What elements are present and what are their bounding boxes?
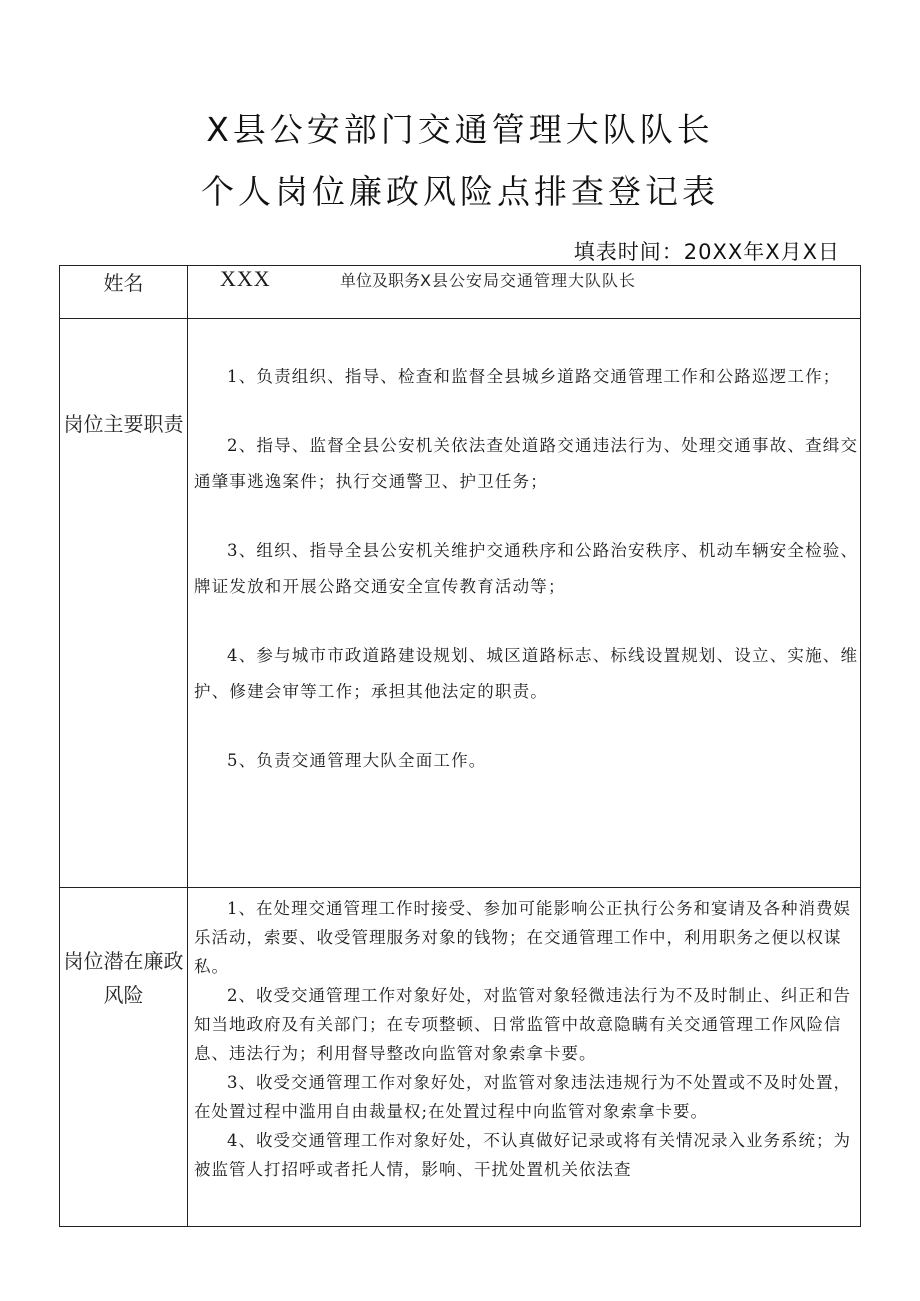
- name-value: XXX: [220, 266, 271, 291]
- name-row: [60, 266, 861, 319]
- duties-label-cell: [60, 319, 188, 888]
- risks-label: 岗位潜在廉政风险: [63, 949, 184, 1007]
- fill-date: 填表时间：20XX年X月X日: [573, 240, 840, 264]
- name-value-cell: [188, 266, 861, 319]
- risk-item: 1、在处理交通管理工作时接受、参加可能影响公正执行公务和宴请及各种消费娱乐活动，索要、收受管理服务对象的钱物；在交通管理工作中，利用职务之便以权谋私。: [194, 899, 851, 976]
- duties-list: [188, 319, 860, 779]
- unit-value: X县公安局交通管理大队队长: [420, 271, 636, 290]
- risks-list: [188, 888, 860, 1184]
- duty-item: 1、负责组织、指导、检查和监督全县城乡道路交通管理工作和公路巡逻工作；: [227, 367, 841, 386]
- risks-row: [60, 888, 861, 1227]
- risk-item: 2、收受交通管理工作对象好处，对监管对象轻微违法行为不及时制止、纠正和告知当地政府及有关部门；在专项整顿、日常监管中故意隐瞒有关交通管理工作风险信息、违法行为；利用督导整改向监管对象索拿卡要。: [194, 986, 851, 1063]
- name-label: 姓名: [103, 271, 144, 295]
- name-label-cell: [60, 266, 188, 319]
- document-title-line1: X县公安部门交通管理大队队长: [206, 110, 714, 149]
- risks-label-cell: [60, 888, 188, 1227]
- unit-label: 单位及职务: [340, 271, 421, 290]
- duties-row: [60, 319, 861, 888]
- duty-item: 4、参与城市市政道路建设规划、城区道路标志、标线设置规划、设立、实施、维护、修建会审等工作；承担其他法定的职责。: [194, 646, 859, 701]
- risk-item: 4、收受交通管理工作对象好处，不认真做好记录或将有关情况录入业务系统；为被监管人打招呼或者托人情，影响、干扰处置机关依法查: [194, 1131, 851, 1179]
- risks-content-cell: [188, 888, 861, 1227]
- risk-item: 3、收受交通管理工作对象好处，对监管对象违法违规行为不处置或不及时处置，在处置过程中滥用自由裁量权;在处置过程中向监管对象索拿卡要。: [194, 1073, 851, 1121]
- duty-item: 2、指导、监督全县公安机关依法查处道路交通违法行为、处理交通事故、查缉交通肇事逃逸案件；执行交通警卫、护卫任务；: [194, 436, 859, 491]
- registration-form-table: [59, 265, 861, 1227]
- duty-item: 5、负责交通管理大队全面工作。: [227, 751, 487, 770]
- duty-item: 3、组织、指导全县公安机关维护交通秩序和公路治安秩序、机动车辆安全检验、牌证发放和开展公路交通安全宣传教育活动等；: [194, 541, 859, 596]
- duties-label: 岗位主要职责: [63, 412, 184, 436]
- document-title-line2: 个人岗位廉政风险点排查登记表: [201, 172, 719, 211]
- duties-content-cell: [188, 319, 861, 888]
